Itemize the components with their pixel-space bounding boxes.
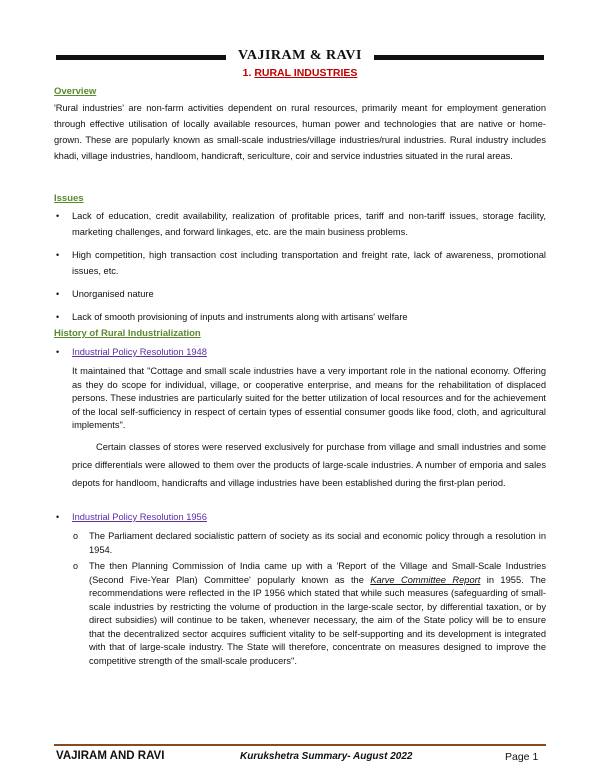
issues-list <box>54 208 546 332</box>
circle-bullet-icon: o <box>73 561 79 571</box>
ipr-1948-link[interactable]: Industrial Policy Resolution 1948 <box>72 347 207 357</box>
header-rule-right <box>374 55 544 60</box>
ipr-1956-link[interactable]: Industrial Policy Resolution 1956 <box>72 512 207 522</box>
circle-bullet-icon: o <box>73 531 79 541</box>
karve-report-title: Karve Committee Report <box>370 574 481 585</box>
bullet-icon: • <box>56 347 60 357</box>
ipr-1948-quote: It maintained that "Cottage and small scale industries have a very important role in the national economy. Offering as they do scope for individual, village, or cooperative enterprise, and means for the rehabilitation of displaced persons. These industries are particularly suited for the better utilization of local resources and for the achievement of the local self-sufficiency in respect of certain types of essential consumer goods like food, cloth, and agricultural implements". <box>72 366 546 430</box>
ipr-1956-subitem: o The then Planning Commission of India came up with a 'Report of the Village and Small-Scale Industries (Second Five-Year Plan) Committee' popularly known as the Karve Committee Report in 1955. The recommendations were reflected in the IP 1956 which stated that while such measures (safeguarding of small-scale industries by restricting the volume of production in the large-scale sector, by differential taxation, or by direct subsidies) will continue to be taken, whenever necessary, the aim of the State policy will be to ensure that the decentralized sector acquires sufficient vitality to be self-supporting and its development is integrated with that of large-scale industry. The State will therefore, concentrate on measures designed to improve the competitive strength of the small-scale producers". <box>73 561 546 666</box>
footer-publication: Kurukshetra Summary- August 2022 <box>240 751 413 762</box>
bullet-icon: • <box>56 312 60 322</box>
overview-heading: Overview <box>54 86 97 97</box>
list-item: • High competition, high transaction cost including transportation and freight rate, lack of awareness, promotional issues, etc. <box>54 247 546 279</box>
header-rule-left <box>56 55 226 60</box>
bullet-icon: • <box>56 512 60 522</box>
bullet-icon: • <box>56 211 60 221</box>
page-title <box>0 67 600 79</box>
title-text: RURAL INDUSTRIES <box>254 67 358 79</box>
footer-rule <box>54 744 546 746</box>
issues-heading: Issues <box>54 193 84 204</box>
overview-paragraph: 'Rural industries' are non-farm activities dependent on rural resources, primarily meant for employment generation through effective utilisation of locally available resources, human power and technologies that are native or home-grown. These are popularly known as small-scale industries/village industries/rural industries. Rural industry includes khadi, village industries, handloom, handicraft, sericulture, coir and service industries situated in the rural areas. <box>54 103 546 161</box>
list-item: • Unorganised nature <box>54 286 546 302</box>
list-item: • Lack of smooth provisioning of inputs and instruments along with artisans' welfare <box>54 309 546 325</box>
page-number: Page 1 <box>505 751 539 763</box>
bullet-icon: • <box>56 289 60 299</box>
ipr-1956-subitem: o The Parliament declared socialistic pattern of society as its social and economic policy through a resolution in 1954. <box>73 531 546 555</box>
history-heading: History of Rural Industrialization <box>54 328 201 339</box>
bullet-icon: • <box>56 250 60 260</box>
title-number: 1. <box>242 67 252 79</box>
ipr-1948-paragraph: Certain classes of stores were reserved exclusively for purchase from village and small industries and some price differentials were allowed to them over the products of large-scale industries. A number of emporia and sales depots for handloom, handicrafts and village industries have been established during the first-plan period. <box>72 442 546 488</box>
list-item: • Lack of education, credit availability, realization of profitable prices, tariff and non-tariff issues, storage facility, marketing challenges, and forward linkages, etc. are the main business problems. <box>54 208 546 240</box>
header-brand: VAJIRAM & RAVI <box>238 48 362 63</box>
footer-brand: VAJIRAM AND RAVI <box>56 750 165 762</box>
